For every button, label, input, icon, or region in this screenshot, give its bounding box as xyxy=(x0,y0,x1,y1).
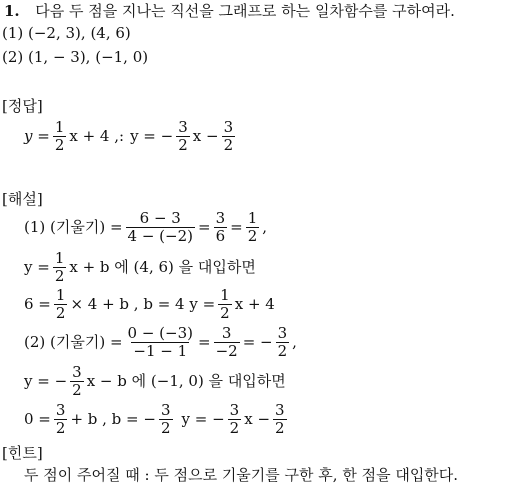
hint-text: 두 점이 주어질 때 : 두 점으로 기울기를 구한 후, 한 점을 대입한다. xyxy=(24,466,459,484)
eq-text: x + 4 xyxy=(234,295,275,313)
fraction: $\frac{1}{2}$ xyxy=(54,248,65,285)
fraction: $\frac{3}{2}$ xyxy=(160,400,171,437)
problem-item-1: (1) (−2, 3), (4, 6) xyxy=(2,24,131,42)
eq-text: , xyxy=(262,218,268,236)
eq-text: 6 = xyxy=(24,295,51,313)
eq-text: y = − xyxy=(181,410,225,428)
eq-text: x − xyxy=(192,127,219,145)
solution-line-5 xyxy=(24,362,286,400)
eq-text: × 4 + b , b = 4 y = xyxy=(70,295,216,313)
hint-heading: [힌트] xyxy=(2,444,43,462)
solution-line-4 xyxy=(24,322,297,362)
fraction: $\frac{3}{2}$ xyxy=(277,323,288,360)
fraction: $\frac{1}{2}$ xyxy=(247,208,258,245)
fraction: $\frac{3}{2}$ xyxy=(223,117,234,154)
solution-line-1 xyxy=(24,207,267,247)
solution-line-3 xyxy=(24,285,275,323)
problem-item-2: (2) (1, − 3), (−1, 0) xyxy=(2,48,149,66)
eq-text: x − b 에 (−1, 0) 을 대입하면 xyxy=(86,372,286,390)
eq-text: (1) (기울기) = xyxy=(24,218,123,236)
eq-text: x + b 에 (4, 6) 을 대입하면 xyxy=(69,258,256,276)
fraction: $\frac{3}{-2}$ xyxy=(215,323,238,360)
problem-title xyxy=(4,2,455,20)
fraction: $\frac{3}{6}$ xyxy=(215,208,226,245)
eq-text: x + 4 ,: xyxy=(69,127,125,145)
eq-text: = xyxy=(198,218,211,236)
solution-line-2 xyxy=(24,248,256,286)
fraction: $\frac{1}{2}$ xyxy=(54,117,65,154)
eq-text: (2) (기울기) = xyxy=(24,333,123,351)
solution-heading: [해설] xyxy=(2,190,43,208)
fraction: $\frac{3}{2}$ xyxy=(229,400,240,437)
eq-text: x − xyxy=(244,410,271,428)
fraction: $\frac{1}{2}$ xyxy=(220,285,230,322)
eq-text: = xyxy=(198,333,211,351)
eq-text: = xyxy=(230,218,243,236)
problem-statement: 다음 두 점을 지나는 직선을 그래프로 하는 일차함수를 구하여라. xyxy=(35,2,455,20)
fraction: $\frac{3}{2}$ xyxy=(178,117,188,154)
eq-text: y = − xyxy=(130,127,174,145)
eq-text: + b , b = − xyxy=(70,410,156,428)
eq-text: , xyxy=(292,333,297,351)
solution-line-6 xyxy=(24,400,290,438)
eq-text: y = − xyxy=(24,372,68,390)
eq-text: = − xyxy=(242,333,273,351)
problem-number: 1. xyxy=(4,2,20,20)
fraction: $\frac{1}{2}$ xyxy=(55,285,66,322)
fraction: $\frac{6 - 3}{4 - (-2)}$ xyxy=(127,208,193,245)
fraction: $\frac{3}{2}$ xyxy=(275,400,285,437)
answer-heading: [정답] xyxy=(2,97,43,115)
eq-text: y = xyxy=(24,127,50,145)
fraction: $\frac{0 - (-3)}{-1 - 1}$ xyxy=(127,323,193,360)
answer-equation xyxy=(24,117,238,155)
fraction: $\frac{3}{2}$ xyxy=(55,400,66,437)
eq-text: 0 = xyxy=(24,410,51,428)
eq-text: y = xyxy=(24,258,50,276)
fraction: $\frac{3}{2}$ xyxy=(72,362,82,399)
